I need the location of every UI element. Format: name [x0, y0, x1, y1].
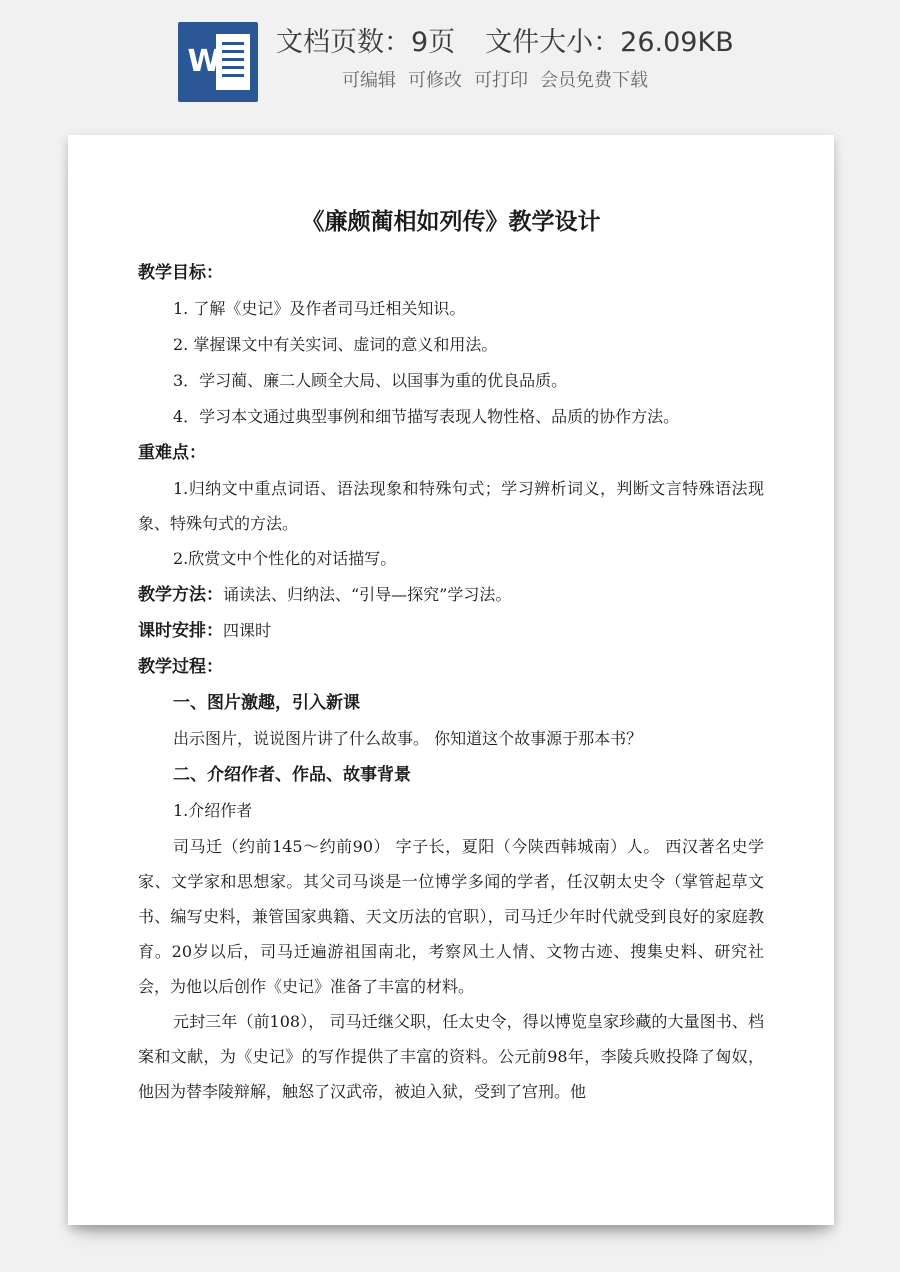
- feature-modifiable: 可修改: [408, 70, 462, 91]
- document-title: 《廉颇蔺相如列传》教学设计: [301, 209, 601, 235]
- step2-title: 二、介绍作者、作品、故事背景: [173, 765, 411, 785]
- download-header: [0, 0, 900, 120]
- file-size: 文件大小：26.09KB: [485, 27, 734, 58]
- schedule-value: 四课时: [223, 621, 272, 640]
- key-point-item: 2.欣赏文中个性化的对话描写。: [173, 549, 397, 568]
- feature-free-download: 会员免费下载: [540, 70, 648, 91]
- method-value: 诵读法、归纳法、“引导—探究”学习法。: [223, 585, 512, 604]
- method-label: 教学方法：: [138, 585, 223, 605]
- file-meta: [276, 20, 734, 59]
- schedule-label: 课时安排：: [138, 621, 223, 641]
- process-heading: 教学过程：: [138, 657, 223, 677]
- step1-title: 一、图片激趣，引入新课: [173, 693, 360, 713]
- goal-item: 4．学习本文通过典型事例和细节描写表现人物性格、品质的协作方法。: [173, 407, 680, 426]
- author-paragraph: 司马迁（约前145～约前90） 字子长，夏阳（今陕西韩城南）人。 西汉著名史学家、文学家和思想家。其父司马谈是一位博学多闻的学者，任汉朝太史令（掌管起草文书、编写史料，兼管国家典籍、天文历法的官职），司马迁少年时代就受到良好的家庭教育。20岁以后，司马迁遍游祖国南北，考察风土人情、文物古迹、搜集史料、研究社会，为他以后创作《史记》准备了丰富的材料。: [138, 837, 764, 996]
- goal-item: 2. 掌握课文中有关实词、虚词的意义和用法。: [173, 335, 498, 354]
- sub-heading-author: 1.介绍作者: [173, 801, 253, 820]
- document-page: [68, 135, 834, 1225]
- step1-text: 出示图片，说说图片讲了什么故事。 你知道这个故事源于那本书？: [173, 729, 643, 748]
- key-point-item: 1.归纳文中重点词语、语法现象和特殊句式；学习辨析词义，判断文言特殊语法现象、特殊句式的方法。: [138, 479, 764, 533]
- feature-editable: 可编辑: [342, 70, 396, 91]
- feature-printable: 可打印: [474, 70, 528, 91]
- word-doc-icon: [178, 22, 258, 102]
- key-points-heading: 重难点：: [138, 443, 206, 463]
- document-body: [138, 255, 764, 1109]
- career-paragraph: 元封三年（前108）， 司马迁继父职，任太史令，得以博览皇家珍藏的大量图书、档案和文献，为《史记》的写作提供了丰富的资料。公元前98年，李陵兵败投降了匈奴，他因为替李陵辩解，触怒了汉武帝，被迫入狱，受到了宫刑。他: [138, 1012, 764, 1101]
- goals-heading: 教学目标：: [138, 263, 223, 283]
- feature-list: [342, 66, 648, 92]
- schedule-line: [138, 613, 764, 649]
- goal-item: 1. 了解《史记》及作者司马迁相关知识。: [173, 299, 466, 318]
- goal-item: 3．学习蔺、廉二人顾全大局、以国事为重的优良品质。: [173, 371, 568, 390]
- word-letter-icon: W: [187, 44, 221, 79]
- method-line: [138, 577, 764, 613]
- page-count: 文档页数：9页: [276, 27, 456, 58]
